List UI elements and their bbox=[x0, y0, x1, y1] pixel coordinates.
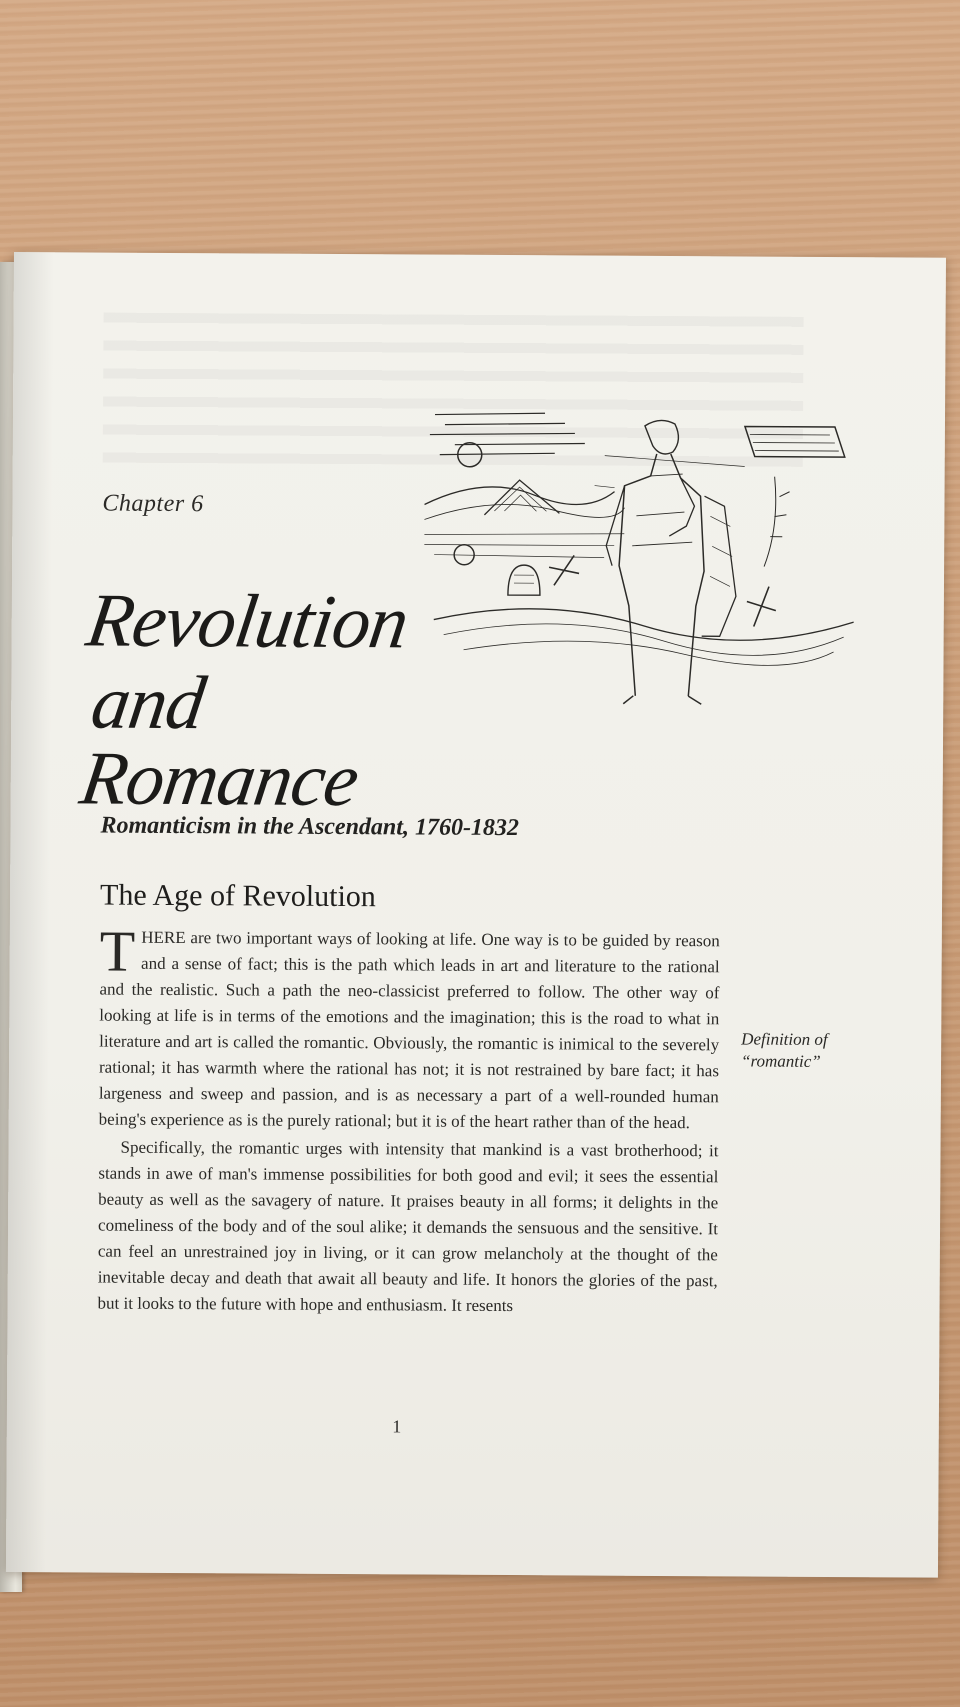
chapter-title bbox=[75, 578, 448, 823]
paragraph-1-text: HERE are two important ways of looking at life. One way is to be guided by reason and a sense of fact; this is the path which leads in art and literature to the rational and the realistic. Such a path the neo-classicist preferred to follow. The other way of looking at life is in terms of the emotions and the imagination; this is the road to what in literature and art is called the romantic. Obviously, the romantic is inimical to the severely rational; it has warmth where the rational has not; it is not restrained by bare fact; it has largeness and sweep and passion, and is as necessary a part of a well-rounded human being's experience as is the purely rational; but it is of the heart rather than of the head. bbox=[98, 927, 720, 1133]
paragraph-2: Specifically, the romantic urges with intensity that mankind is a vast brotherhood; it stands in awe of man's immense possibilities for both good and evil; it sees the essential beauty as well as the savagery of nature. It praises beauty in all forms; it delights in the comeliness of the body and of the soul alike; it demands the sensuous and the sensitive. It can feel an unrestrained joy in living, or it can grow melancholy at the thought of the inevitable decay and death that await all beauty and life. It honors the glories of the past, but it looks to the future with hope and enthusiasm. It resents bbox=[97, 1137, 719, 1316]
book-page bbox=[6, 252, 946, 1578]
page-number: 1 bbox=[392, 1416, 402, 1437]
chapter-label: Chapter 6 bbox=[102, 490, 204, 518]
margin-note bbox=[741, 1028, 891, 1073]
chapter-title-line-1: Revolution bbox=[81, 578, 414, 665]
chapter-title-line-2: and Romance bbox=[75, 660, 364, 823]
romantic-poet-illustration bbox=[423, 395, 855, 718]
chapter-subtitle: Romanticism in the Ascendant, 1760-1832 bbox=[100, 812, 520, 842]
drop-cap: T bbox=[99, 918, 136, 984]
body-text bbox=[97, 918, 720, 1321]
margin-note-line-1: Definition of bbox=[741, 1029, 828, 1049]
section-heading: The Age of Revolution bbox=[99, 878, 376, 914]
margin-note-line-2: “romantic” bbox=[741, 1051, 821, 1071]
paragraph-1 bbox=[98, 918, 720, 1137]
